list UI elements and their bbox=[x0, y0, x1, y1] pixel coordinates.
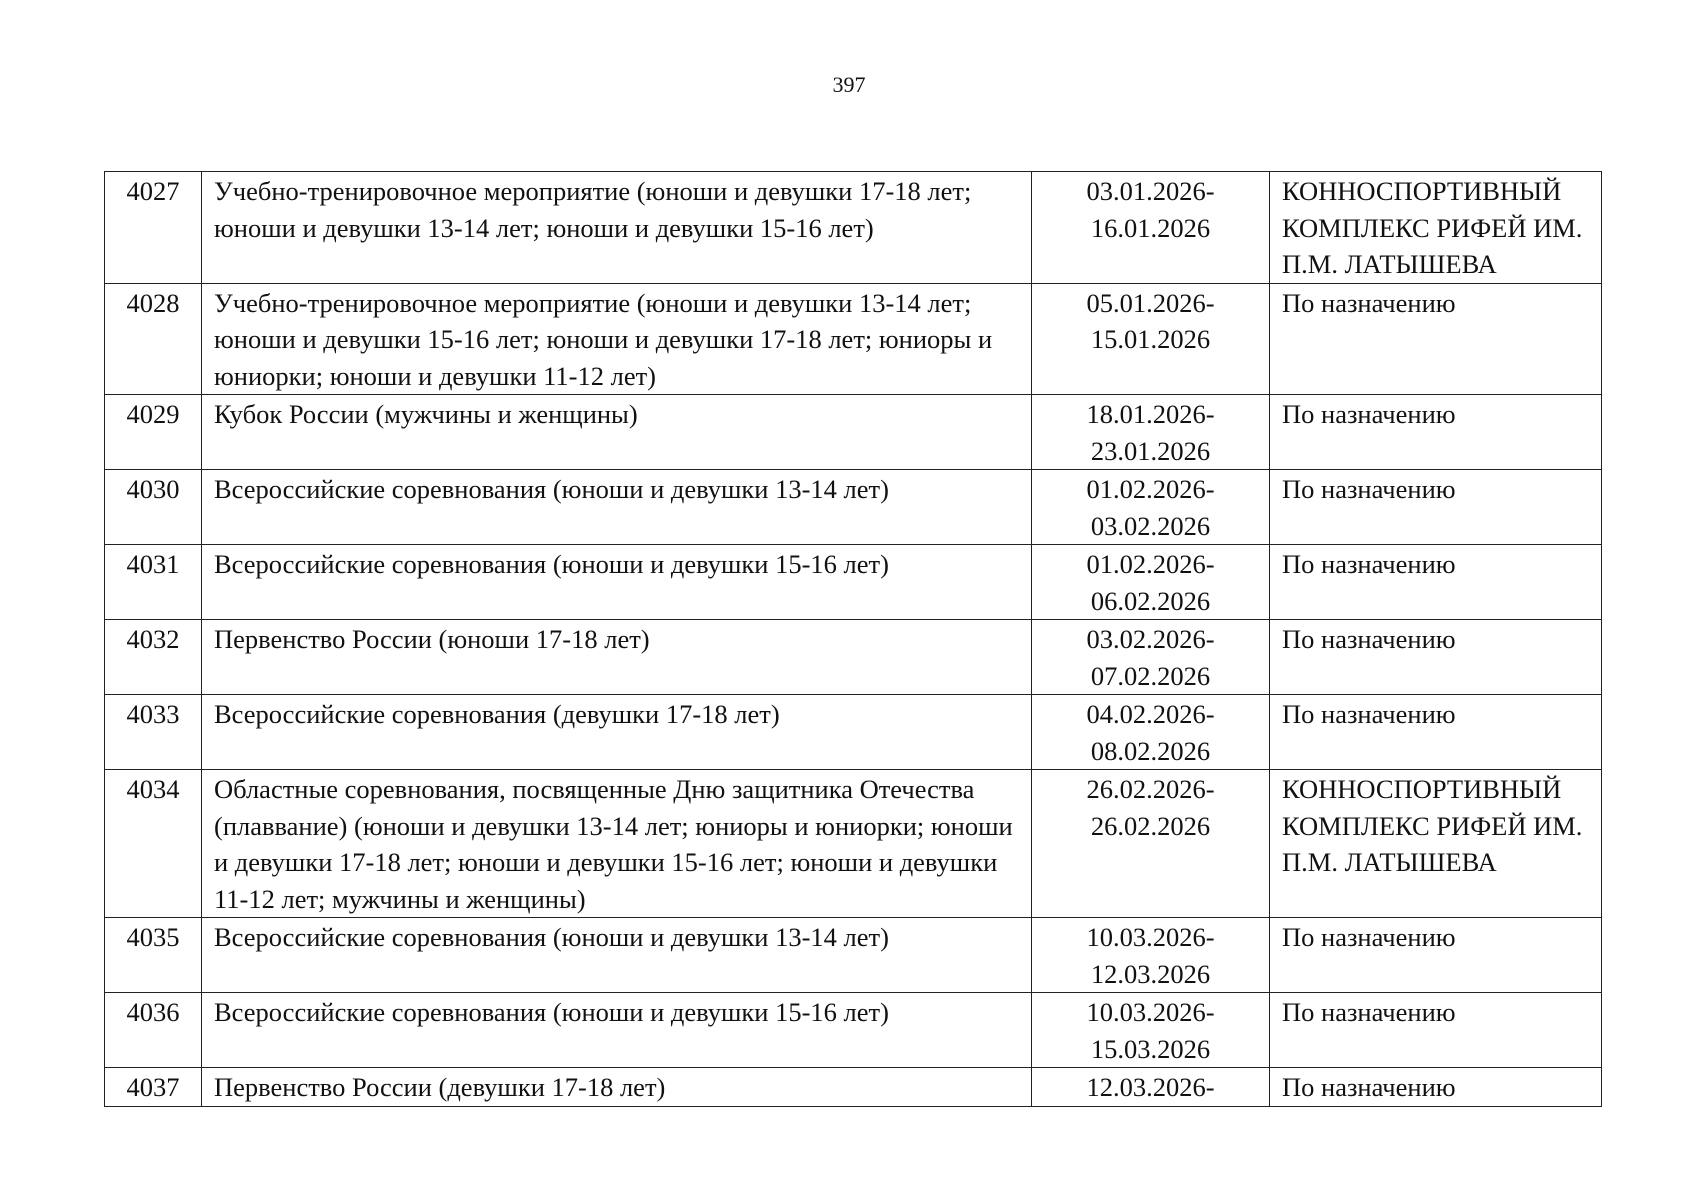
event-number: 4029 bbox=[105, 395, 202, 470]
date-start: 18.01.2026- bbox=[1086, 399, 1215, 429]
event-place: По назначению bbox=[1270, 993, 1602, 1068]
event-name: Всероссийские соревнования (юноши и девушки 15-16 лет) bbox=[202, 545, 1032, 620]
event-place: По назначению bbox=[1270, 918, 1602, 993]
table-row bbox=[105, 470, 1602, 545]
date-start: 01.02.2026- bbox=[1086, 474, 1215, 504]
event-dates bbox=[1032, 620, 1270, 695]
event-name: Первенство России (девушки 17-18 лет) bbox=[202, 1068, 1032, 1107]
event-place: По назначению bbox=[1270, 1068, 1602, 1107]
table-row bbox=[105, 545, 1602, 620]
event-place: По назначению bbox=[1270, 395, 1602, 470]
event-place: По назначению bbox=[1270, 470, 1602, 545]
event-dates bbox=[1032, 918, 1270, 993]
event-name: Всероссийские соревнования (девушки 17-18 лет) bbox=[202, 695, 1032, 770]
date-start: 03.02.2026- bbox=[1086, 624, 1215, 654]
date-end: 06.02.2026 bbox=[1090, 585, 1211, 616]
event-number: 4034 bbox=[105, 770, 202, 918]
event-dates bbox=[1032, 172, 1270, 284]
table-row bbox=[105, 172, 1602, 284]
date-start: 12.03.2026- bbox=[1086, 1072, 1215, 1102]
event-name: Учебно-тренировочное мероприятие (юноши и девушки 13-14 лет; юноши и девушки 15-16 лет; юноши и девушки 17-18 лет; юниоры и юниорки; юноши и девушки 11-12 лет) bbox=[202, 283, 1032, 395]
event-name: Учебно-тренировочное мероприятие (юноши и девушки 17-18 лет; юноши и девушки 13-14 лет; юноши и девушки 15-16 лет) bbox=[202, 172, 1032, 284]
date-end: 15.01.2026 bbox=[1090, 324, 1211, 354]
date-end: 12.03.2026 bbox=[1090, 958, 1211, 989]
event-place: По назначению bbox=[1270, 620, 1602, 695]
date-start: 01.02.2026- bbox=[1086, 549, 1215, 579]
event-place: КОННОСПОРТИВНЫЙ КОМПЛЕКС РИФЕЙ ИМ. П.М. ЛАТЫШЕВА bbox=[1270, 172, 1602, 284]
event-name: Кубок России (мужчины и женщины) bbox=[202, 395, 1032, 470]
event-place: КОННОСПОРТИВНЫЙ КОМПЛЕКС РИФЕЙ ИМ. П.М. ЛАТЫШЕВА bbox=[1270, 770, 1602, 918]
date-end: 26.02.2026 bbox=[1090, 810, 1211, 841]
event-dates bbox=[1032, 395, 1270, 470]
date-end: 03.02.2026 bbox=[1090, 510, 1211, 541]
event-number: 4035 bbox=[105, 918, 202, 993]
event-name: Всероссийские соревнования (юноши и девушки 13-14 лет) bbox=[202, 918, 1032, 993]
event-dates bbox=[1032, 770, 1270, 918]
event-name: Всероссийские соревнования (юноши и девушки 15-16 лет) bbox=[202, 993, 1032, 1068]
event-dates bbox=[1032, 545, 1270, 620]
date-start: 04.02.2026- bbox=[1086, 699, 1215, 729]
event-number: 4033 bbox=[105, 695, 202, 770]
date-end: 15.03.2026 bbox=[1090, 1033, 1211, 1064]
event-number: 4037 bbox=[105, 1068, 202, 1107]
event-name: Всероссийские соревнования (юноши и девушки 13-14 лет) bbox=[202, 470, 1032, 545]
table-row bbox=[105, 283, 1602, 395]
event-dates bbox=[1032, 1068, 1270, 1107]
date-start: 10.03.2026- bbox=[1086, 922, 1215, 952]
table-row bbox=[105, 770, 1602, 918]
date-start: 05.01.2026- bbox=[1086, 287, 1215, 318]
event-dates bbox=[1032, 695, 1270, 770]
table-row bbox=[105, 395, 1602, 470]
page-number: 397 bbox=[832, 72, 866, 97]
event-place: По назначению bbox=[1270, 283, 1602, 395]
event-name: Первенство России (юноши 17-18 лет) bbox=[202, 620, 1032, 695]
event-dates bbox=[1032, 470, 1270, 545]
events-table bbox=[104, 171, 1602, 1107]
date-start: 10.03.2026- bbox=[1086, 997, 1215, 1027]
event-number: 4030 bbox=[105, 470, 202, 545]
date-end: 16.01.2026 bbox=[1090, 212, 1211, 243]
table-row bbox=[105, 993, 1602, 1068]
table-row bbox=[105, 620, 1602, 695]
table-row bbox=[105, 1068, 1602, 1107]
event-place: По назначению bbox=[1270, 545, 1602, 620]
table-row bbox=[105, 918, 1602, 993]
event-dates bbox=[1032, 993, 1270, 1068]
date-start: 03.01.2026- bbox=[1086, 176, 1215, 206]
event-name: Областные соревнования, посвященные Дню защитника Отечества (плаввание) (юноши и девушки 13-14 лет; юниоры и юниорки; юноши и девушки 17-18 лет; юноши и девушки 15-16 лет; юноши и девушки 11-12 лет; мужчины и женщины) bbox=[202, 770, 1032, 918]
date-start: 26.02.2026- bbox=[1086, 774, 1215, 804]
table-row bbox=[105, 695, 1602, 770]
event-number: 4028 bbox=[105, 283, 202, 395]
event-number: 4036 bbox=[105, 993, 202, 1068]
event-number: 4031 bbox=[105, 545, 202, 620]
event-number: 4032 bbox=[105, 620, 202, 695]
date-end: 23.01.2026 bbox=[1090, 435, 1211, 466]
date-end: 08.02.2026 bbox=[1090, 735, 1211, 766]
event-number: 4027 bbox=[105, 172, 202, 284]
date-end: 07.02.2026 bbox=[1090, 660, 1211, 691]
event-place: По назначению bbox=[1270, 695, 1602, 770]
event-dates bbox=[1032, 283, 1270, 395]
